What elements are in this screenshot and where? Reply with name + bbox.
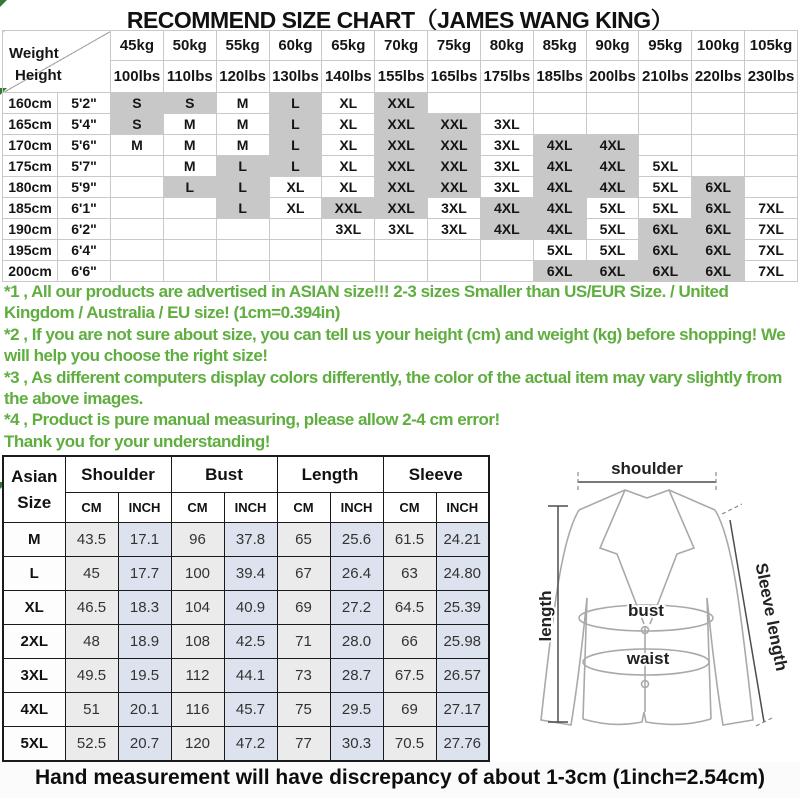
size-cell: 3XL bbox=[480, 114, 533, 135]
size-cell: 5XL bbox=[533, 240, 586, 261]
size-cell: 3XL bbox=[480, 177, 533, 198]
note-line: *1 , All our products are advertised in ASIAN size!!! 2-3 sizes Smaller than US/EUR Size. / United Kingdom / Australia / EU size! (1cm=0.394in) bbox=[4, 282, 729, 323]
size-cell: 4XL bbox=[533, 177, 586, 198]
size-cell: 7XL bbox=[745, 198, 798, 219]
asian-size-corner-cell bbox=[3, 456, 65, 523]
measurement-value-cell: 30.3 bbox=[330, 727, 383, 762]
shoulder-label: shoulder bbox=[611, 459, 683, 478]
measurement-value-cell: 65 bbox=[277, 523, 330, 557]
size-cell bbox=[216, 261, 269, 282]
size-cell: 3XL bbox=[480, 156, 533, 177]
length-group-header: Length bbox=[277, 456, 383, 493]
height-ft-cell: 5'2" bbox=[58, 93, 111, 114]
measurement-value-cell: 47.2 bbox=[224, 727, 277, 762]
measurement-value-cell: 73 bbox=[277, 659, 330, 693]
page-title: RECOMMEND SIZE CHART（JAMES WANG KING） bbox=[126, 7, 674, 33]
corner-height-label: Height bbox=[15, 67, 62, 84]
measurement-size-cell: 2XL bbox=[3, 625, 65, 659]
weight-lbs-header: 200lbs bbox=[586, 61, 639, 93]
size-cell bbox=[163, 240, 216, 261]
size-cell: S bbox=[163, 93, 216, 114]
size-cell bbox=[692, 135, 745, 156]
height-ft-cell: 6'6" bbox=[58, 261, 111, 282]
measurement-value-cell: 112 bbox=[171, 659, 224, 693]
size-cell: XL bbox=[322, 177, 375, 198]
size-cell: L bbox=[269, 135, 322, 156]
weight-lbs-header: 220lbs bbox=[692, 61, 745, 93]
weight-lbs-header: 175lbs bbox=[480, 61, 533, 93]
height-cm-cell: 160cm bbox=[3, 93, 58, 114]
unit-header: INCH bbox=[224, 493, 277, 523]
size-cell: 4XL bbox=[533, 198, 586, 219]
measurement-value-cell: 75 bbox=[277, 693, 330, 727]
size-cell: M bbox=[216, 114, 269, 135]
asian-size-label: Size bbox=[17, 492, 52, 512]
measurement-value-cell: 116 bbox=[171, 693, 224, 727]
weight-lbs-header: 155lbs bbox=[375, 61, 428, 93]
size-cell: 6XL bbox=[533, 261, 586, 282]
size-cell: 3XL bbox=[480, 135, 533, 156]
size-cell bbox=[111, 156, 164, 177]
size-cell bbox=[163, 219, 216, 240]
weight-kg-header: 100kg bbox=[692, 31, 745, 61]
size-cell: M bbox=[163, 135, 216, 156]
size-cell: 5XL bbox=[586, 240, 639, 261]
measurement-size-cell: 4XL bbox=[3, 693, 65, 727]
weight-kg-header: 50kg bbox=[163, 31, 216, 61]
size-cell: M bbox=[111, 135, 164, 156]
size-cell: 6XL bbox=[639, 219, 692, 240]
size-cell: XL bbox=[322, 135, 375, 156]
size-cell: XXL bbox=[428, 156, 481, 177]
measurement-value-cell: 26.4 bbox=[330, 557, 383, 591]
size-cell bbox=[428, 93, 481, 114]
measurement-value-cell: 48 bbox=[65, 625, 118, 659]
measurement-value-cell: 24.80 bbox=[436, 557, 489, 591]
height-cm-cell: 180cm bbox=[3, 177, 58, 198]
measurement-value-cell: 44.1 bbox=[224, 659, 277, 693]
size-cell bbox=[692, 93, 745, 114]
size-cell: 6XL bbox=[692, 261, 745, 282]
size-cell: L bbox=[269, 114, 322, 135]
size-cell: XXL bbox=[428, 177, 481, 198]
measurement-group-header-row bbox=[3, 456, 489, 493]
size-cell bbox=[745, 156, 798, 177]
size-cell: XL bbox=[322, 93, 375, 114]
height-ft-cell: 6'4" bbox=[58, 240, 111, 261]
measurement-value-cell: 29.5 bbox=[330, 693, 383, 727]
measurement-value-cell: 40.9 bbox=[224, 591, 277, 625]
size-cell: 4XL bbox=[533, 135, 586, 156]
size-cell: L bbox=[216, 177, 269, 198]
size-cell bbox=[480, 240, 533, 261]
bust-group-header: Bust bbox=[171, 456, 277, 493]
shoulder-group-header: Shoulder bbox=[65, 456, 171, 493]
height-cm-cell: 195cm bbox=[3, 240, 58, 261]
unit-header: CM bbox=[65, 493, 118, 523]
unit-header: CM bbox=[383, 493, 436, 523]
measurement-value-cell: 100 bbox=[171, 557, 224, 591]
size-cell bbox=[533, 114, 586, 135]
measurement-value-cell: 66 bbox=[383, 625, 436, 659]
weight-lbs-header: 130lbs bbox=[269, 61, 322, 93]
measurement-value-cell: 69 bbox=[277, 591, 330, 625]
size-cell: XXL bbox=[375, 93, 428, 114]
size-cell bbox=[745, 93, 798, 114]
measurement-size-cell: M bbox=[3, 523, 65, 557]
size-cell bbox=[269, 240, 322, 261]
height-row bbox=[3, 93, 798, 114]
size-cell: 5XL bbox=[639, 156, 692, 177]
length-label: length bbox=[536, 590, 555, 642]
measurement-value-cell: 43.5 bbox=[65, 523, 118, 557]
size-cell: 5XL bbox=[586, 219, 639, 240]
size-cell: L bbox=[269, 93, 322, 114]
measurement-value-cell: 19.5 bbox=[118, 659, 171, 693]
size-cell bbox=[375, 261, 428, 282]
size-cell bbox=[639, 93, 692, 114]
size-cell: XL bbox=[322, 156, 375, 177]
size-cell bbox=[428, 240, 481, 261]
measurement-value-cell: 67 bbox=[277, 557, 330, 591]
weight-kg-header: 60kg bbox=[269, 31, 322, 61]
size-cell: 6XL bbox=[639, 261, 692, 282]
weight-kg-header: 95kg bbox=[639, 31, 692, 61]
size-cell: XXL bbox=[375, 114, 428, 135]
height-row bbox=[3, 240, 798, 261]
measurement-size-cell: 5XL bbox=[3, 727, 65, 762]
bust-label: bust bbox=[628, 601, 664, 620]
height-ft-cell: 5'9" bbox=[58, 177, 111, 198]
size-cell: 4XL bbox=[586, 177, 639, 198]
size-cell bbox=[639, 114, 692, 135]
size-cell: M bbox=[216, 135, 269, 156]
size-cell: XXL bbox=[375, 177, 428, 198]
size-cell: 5XL bbox=[586, 198, 639, 219]
size-cell: 4XL bbox=[533, 156, 586, 177]
measurement-value-cell: 20.1 bbox=[118, 693, 171, 727]
weight-lbs-header: 120lbs bbox=[216, 61, 269, 93]
height-ft-cell: 5'4" bbox=[58, 114, 111, 135]
size-cell bbox=[163, 261, 216, 282]
unit-header: INCH bbox=[118, 493, 171, 523]
weight-kg-header: 90kg bbox=[586, 31, 639, 61]
size-cell: 6XL bbox=[639, 240, 692, 261]
measurement-value-cell: 52.5 bbox=[65, 727, 118, 762]
size-cell bbox=[639, 135, 692, 156]
measurement-value-cell: 26.57 bbox=[436, 659, 489, 693]
measurement-value-cell: 104 bbox=[171, 591, 224, 625]
weight-kg-header: 105kg bbox=[745, 31, 798, 61]
weight-height-size-table bbox=[2, 30, 798, 282]
measurement-value-cell: 27.17 bbox=[436, 693, 489, 727]
size-cell: M bbox=[216, 93, 269, 114]
measurement-value-cell: 25.39 bbox=[436, 591, 489, 625]
size-cell bbox=[111, 198, 164, 219]
size-cell: 4XL bbox=[480, 198, 533, 219]
size-cell bbox=[216, 240, 269, 261]
measurement-value-cell: 63 bbox=[383, 557, 436, 591]
size-cell bbox=[111, 219, 164, 240]
corner-weight-label: Weight bbox=[9, 45, 59, 62]
measurement-value-cell: 27.2 bbox=[330, 591, 383, 625]
measurement-value-cell: 70.5 bbox=[383, 727, 436, 762]
measurement-value-cell: 17.1 bbox=[118, 523, 171, 557]
size-cell bbox=[586, 93, 639, 114]
waist-label: waist bbox=[626, 649, 670, 668]
size-cell: 3XL bbox=[428, 198, 481, 219]
height-cm-cell: 165cm bbox=[3, 114, 58, 135]
height-cm-cell: 190cm bbox=[3, 219, 58, 240]
size-cell: 3XL bbox=[322, 219, 375, 240]
height-ft-cell: 6'2" bbox=[58, 219, 111, 240]
note-line: *3 , As different computers display colors differently, the color of the actual item may vary slightly from the above images. bbox=[4, 367, 782, 409]
size-cell: L bbox=[216, 198, 269, 219]
height-ft-cell: 6'1" bbox=[58, 198, 111, 219]
measurement-value-cell: 61.5 bbox=[383, 523, 436, 557]
measurement-value-cell: 17.7 bbox=[118, 557, 171, 591]
size-cell: XXL bbox=[375, 156, 428, 177]
height-row bbox=[3, 114, 798, 135]
measurement-value-cell: 24.21 bbox=[436, 523, 489, 557]
measurement-value-cell: 96 bbox=[171, 523, 224, 557]
size-cell: XXL bbox=[375, 198, 428, 219]
size-cell bbox=[322, 261, 375, 282]
weight-kg-header-row bbox=[3, 31, 798, 61]
footer-note: Hand measurement will have discrepancy of about 1-3cm (1inch=2.54cm) bbox=[0, 762, 800, 798]
measurement-value-cell: 64.5 bbox=[383, 591, 436, 625]
height-row bbox=[3, 135, 798, 156]
measurement-row bbox=[3, 591, 489, 625]
size-cell: 4XL bbox=[533, 219, 586, 240]
measurement-row bbox=[3, 693, 489, 727]
height-row bbox=[3, 198, 798, 219]
weight-lbs-header: 230lbs bbox=[745, 61, 798, 93]
size-cell bbox=[269, 219, 322, 240]
measurement-size-cell: 3XL bbox=[3, 659, 65, 693]
size-cell bbox=[322, 240, 375, 261]
measurement-value-cell: 108 bbox=[171, 625, 224, 659]
size-cell: 3XL bbox=[375, 219, 428, 240]
measurement-row bbox=[3, 523, 489, 557]
size-cell: M bbox=[163, 114, 216, 135]
measurement-value-cell: 69 bbox=[383, 693, 436, 727]
size-cell: XXL bbox=[375, 135, 428, 156]
weight-kg-header: 65kg bbox=[322, 31, 375, 61]
size-cell: 7XL bbox=[745, 261, 798, 282]
measurement-value-cell: 49.5 bbox=[65, 659, 118, 693]
weight-lbs-header: 185lbs bbox=[533, 61, 586, 93]
note-line: Thank you for your understanding! bbox=[4, 431, 270, 451]
measurement-value-cell: 120 bbox=[171, 727, 224, 762]
size-cell: 5XL bbox=[639, 177, 692, 198]
size-cell bbox=[428, 261, 481, 282]
measurement-value-cell: 45.7 bbox=[224, 693, 277, 727]
size-cell: 7XL bbox=[745, 219, 798, 240]
size-cell: XXL bbox=[322, 198, 375, 219]
unit-header: CM bbox=[277, 493, 330, 523]
measurement-table bbox=[2, 455, 490, 762]
sleeve-group-header: Sleeve bbox=[383, 456, 489, 493]
measurement-value-cell: 18.9 bbox=[118, 625, 171, 659]
measurement-value-cell: 27.76 bbox=[436, 727, 489, 762]
measurement-value-cell: 18.3 bbox=[118, 591, 171, 625]
height-cm-cell: 200cm bbox=[3, 261, 58, 282]
height-row bbox=[3, 261, 798, 282]
measurement-row bbox=[3, 727, 489, 762]
asian-size-label: Asian bbox=[11, 467, 58, 486]
measurement-value-cell: 28.7 bbox=[330, 659, 383, 693]
weight-kg-header: 55kg bbox=[216, 31, 269, 61]
measurement-value-cell: 25.6 bbox=[330, 523, 383, 557]
measurement-value-cell: 25.98 bbox=[436, 625, 489, 659]
unit-header: INCH bbox=[330, 493, 383, 523]
measurement-row bbox=[3, 625, 489, 659]
size-cell: 6XL bbox=[692, 177, 745, 198]
size-cell bbox=[745, 135, 798, 156]
size-cell: 6XL bbox=[586, 261, 639, 282]
size-cell bbox=[745, 177, 798, 198]
size-cell bbox=[163, 198, 216, 219]
measurement-value-cell: 28.0 bbox=[330, 625, 383, 659]
size-cell: 4XL bbox=[586, 156, 639, 177]
height-cm-cell: 185cm bbox=[3, 198, 58, 219]
size-cell bbox=[216, 219, 269, 240]
size-cell: 7XL bbox=[745, 240, 798, 261]
size-cell: 6XL bbox=[692, 219, 745, 240]
size-cell: XL bbox=[269, 198, 322, 219]
measurement-row bbox=[3, 659, 489, 693]
size-cell: S bbox=[111, 114, 164, 135]
size-cell bbox=[480, 93, 533, 114]
height-ft-cell: 5'6" bbox=[58, 135, 111, 156]
height-row bbox=[3, 177, 798, 198]
size-cell: M bbox=[163, 156, 216, 177]
height-cm-cell: 170cm bbox=[3, 135, 58, 156]
weight-height-corner-cell bbox=[3, 31, 111, 93]
size-cell bbox=[533, 93, 586, 114]
weight-lbs-header: 165lbs bbox=[428, 61, 481, 93]
size-cell bbox=[692, 156, 745, 177]
size-cell bbox=[745, 114, 798, 135]
size-cell: S bbox=[111, 93, 164, 114]
weight-kg-header: 45kg bbox=[111, 31, 164, 61]
measurement-size-cell: XL bbox=[3, 591, 65, 625]
measurement-value-cell: 46.5 bbox=[65, 591, 118, 625]
weight-kg-header: 75kg bbox=[428, 31, 481, 61]
size-cell: L bbox=[269, 156, 322, 177]
size-cell: XXL bbox=[428, 135, 481, 156]
height-row bbox=[3, 219, 798, 240]
size-cell: L bbox=[216, 156, 269, 177]
measurement-value-cell: 71 bbox=[277, 625, 330, 659]
unit-header: INCH bbox=[436, 493, 489, 523]
size-cell: 4XL bbox=[480, 219, 533, 240]
measurement-value-cell: 39.4 bbox=[224, 557, 277, 591]
unit-header: CM bbox=[171, 493, 224, 523]
height-row bbox=[3, 156, 798, 177]
weight-lbs-header-row bbox=[3, 61, 798, 93]
notes-section bbox=[4, 281, 796, 452]
measurement-value-cell: 77 bbox=[277, 727, 330, 762]
size-cell: XL bbox=[269, 177, 322, 198]
measurement-unit-header-row bbox=[3, 493, 489, 523]
height-cm-cell: 175cm bbox=[3, 156, 58, 177]
measurement-size-cell: L bbox=[3, 557, 65, 591]
size-cell bbox=[480, 261, 533, 282]
size-cell: 6XL bbox=[692, 240, 745, 261]
weight-lbs-header: 110lbs bbox=[163, 61, 216, 93]
weight-lbs-header: 140lbs bbox=[322, 61, 375, 93]
weight-kg-header: 70kg bbox=[375, 31, 428, 61]
size-cell: 3XL bbox=[428, 219, 481, 240]
size-cell: XL bbox=[322, 114, 375, 135]
measurement-value-cell: 51 bbox=[65, 693, 118, 727]
size-cell: 4XL bbox=[586, 135, 639, 156]
size-cell: L bbox=[163, 177, 216, 198]
size-cell: XXL bbox=[428, 114, 481, 135]
weight-kg-header: 80kg bbox=[480, 31, 533, 61]
size-cell bbox=[375, 240, 428, 261]
size-cell bbox=[111, 240, 164, 261]
note-line: *2 , If you are not sure about size, you can tell us your height (cm) and weight (kg) before shopping! We will help you choose the right size! bbox=[4, 324, 786, 366]
size-cell bbox=[111, 177, 164, 198]
size-cell: 6XL bbox=[692, 198, 745, 219]
jacket-measurement-diagram bbox=[494, 458, 800, 763]
weight-lbs-header: 210lbs bbox=[639, 61, 692, 93]
measurement-value-cell: 37.8 bbox=[224, 523, 277, 557]
size-cell bbox=[269, 261, 322, 282]
size-cell bbox=[586, 114, 639, 135]
measurement-value-cell: 45 bbox=[65, 557, 118, 591]
note-line: *4 , Product is pure manual measuring, please allow 2-4 cm error! bbox=[4, 410, 500, 430]
measurement-row bbox=[3, 557, 489, 591]
size-cell bbox=[111, 261, 164, 282]
weight-kg-header: 85kg bbox=[533, 31, 586, 61]
measurement-value-cell: 42.5 bbox=[224, 625, 277, 659]
measurement-value-cell: 67.5 bbox=[383, 659, 436, 693]
size-cell bbox=[692, 114, 745, 135]
weight-lbs-header: 100lbs bbox=[111, 61, 164, 93]
size-cell: 5XL bbox=[639, 198, 692, 219]
height-ft-cell: 5'7" bbox=[58, 156, 111, 177]
sleeve-length-label: Sleeve length bbox=[751, 561, 792, 673]
measurement-value-cell: 20.7 bbox=[118, 727, 171, 762]
